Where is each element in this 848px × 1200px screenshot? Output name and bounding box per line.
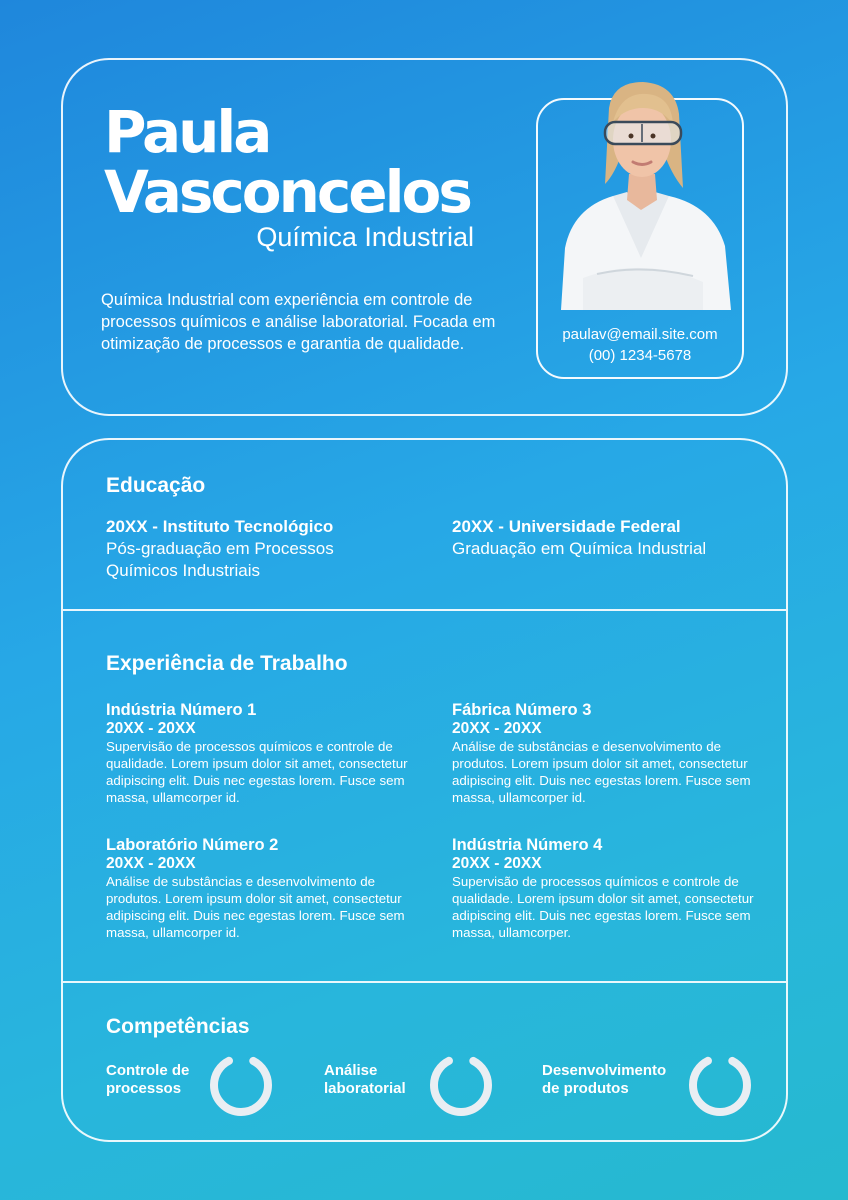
job-dates: 20XX - 20XX (106, 855, 196, 872)
skill-ring-arc (214, 1058, 268, 1112)
job-description: Supervisão de processos químicos e controle de qualidade. Lorem ipsum dolor sit amet, consectetur adipiscing elit. Duis nec egestas lorem. Fusce sem massa, ullamcorper id. (106, 739, 408, 805)
job-description: Análise de substâncias e desenvolvimento de produtos. Lorem ipsum dolor sit amet, consectetur adipiscing elit. Duis nec egestas lorem. Fusce sem massa, ullamcorper id. (106, 874, 405, 940)
education-desc: Graduação em Química Industrial (452, 539, 707, 558)
job-dates: 20XX - 20XX (452, 720, 542, 737)
section-divider (63, 609, 786, 611)
skill-ring-arc (434, 1058, 488, 1112)
full-name (104, 98, 470, 226)
job-description: Análise de substâncias e desenvolvimento de produtos. Lorem ipsum dolor sit amet, consectetur adipiscing elit. Duis nec egestas lorem. Fusce sem massa, ullamcorper id. (452, 739, 751, 805)
contact-info (538, 324, 742, 366)
education-title: Educação (106, 474, 206, 497)
education-desc: Pós-graduação em Processos Químicos Industriais (106, 539, 334, 580)
photo-contact-box (536, 98, 744, 379)
skill-label: Controle de processos (106, 1062, 190, 1097)
skill-ring (208, 1052, 274, 1118)
skill-item (542, 1052, 754, 1118)
phone-text[interactable]: (00) 1234-5678 (588, 347, 692, 364)
education-head: 20XX - Universidade Federal (452, 517, 681, 536)
header-card (61, 58, 788, 416)
profile-photo (543, 78, 739, 310)
education-head: 20XX - Instituto Tecnológico (106, 517, 334, 536)
experience-title: Experiência de Trabalho (106, 652, 348, 675)
section-divider (63, 981, 786, 983)
skill-ring-arc (693, 1058, 747, 1112)
education-item (106, 516, 406, 582)
job-title: Indústria Número 4 (452, 836, 603, 854)
first-name: Paula (104, 98, 270, 166)
skill-label: Desenvolvimento de produtos (542, 1062, 667, 1097)
skill-item (324, 1052, 494, 1118)
job-entry (452, 836, 782, 941)
last-name: Vasconcelos (104, 158, 470, 226)
education-item (452, 516, 752, 560)
job-dates: 20XX - 20XX (106, 720, 196, 737)
job-role: Química Industrial (256, 222, 474, 252)
job-title: Laboratório Número 2 (106, 836, 279, 854)
job-dates: 20XX - 20XX (452, 855, 542, 872)
job-title: Indústria Número 1 (106, 701, 257, 719)
skill-ring (428, 1052, 494, 1118)
skill-ring (687, 1052, 753, 1118)
job-entry (106, 836, 436, 941)
job-entry (106, 701, 436, 806)
content-card (61, 438, 788, 1142)
skill-label: Análise laboratorial (324, 1062, 406, 1097)
job-title: Fábrica Número 3 (452, 701, 592, 719)
job-entry (452, 701, 782, 806)
job-description: Supervisão de processos químicos e controle de qualidade. Lorem ipsum dolor sit amet, consectetur adipiscing elit. Duis nec egestas lorem. Fusce sem massa, ullamcorper. (452, 874, 754, 940)
skills-title: Competências (106, 1015, 250, 1038)
email-text[interactable]: paulav@email.site.com (562, 326, 718, 343)
skill-item (106, 1052, 276, 1118)
profile-summary: Química Industrial com experiência em controle de processos químicos e análise laboratorial. Focada em otimização de processos e garantia de qualidade. (101, 291, 496, 353)
